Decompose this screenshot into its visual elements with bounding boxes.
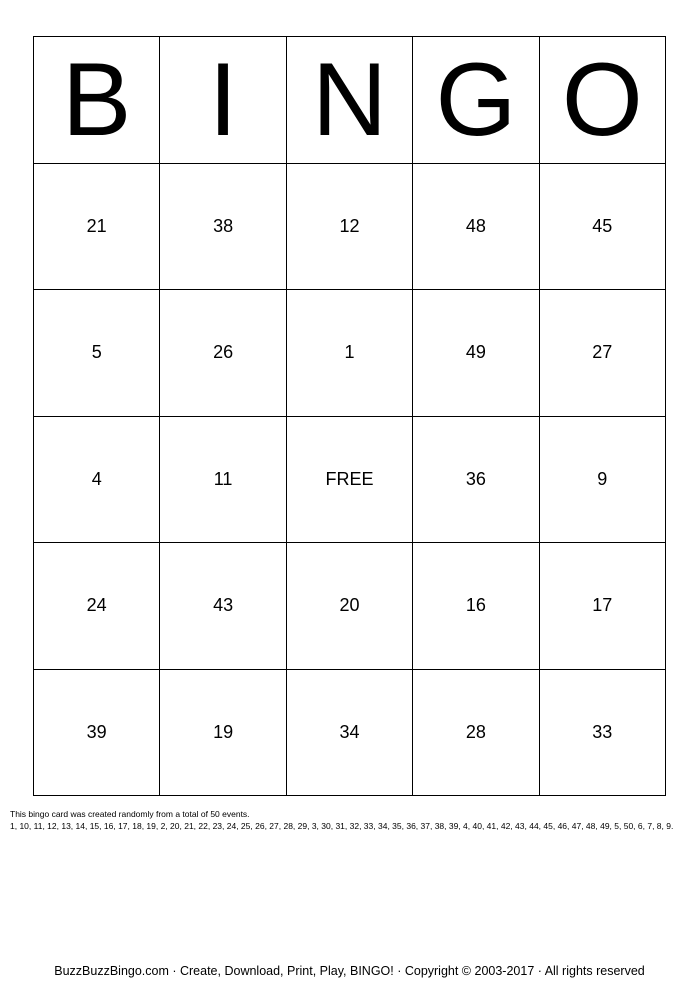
- bingo-cell: 17: [540, 543, 666, 670]
- bingo-cell: 28: [413, 670, 539, 797]
- header-letter-n: N: [287, 37, 413, 164]
- bingo-cell: 33: [540, 670, 666, 797]
- bingo-cell: 39: [34, 670, 160, 797]
- bingo-cell: 24: [34, 543, 160, 670]
- free-space-cell: FREE: [287, 417, 413, 544]
- header-letter-b: B: [34, 37, 160, 164]
- bingo-cell: 19: [160, 670, 286, 797]
- bingo-card: [33, 36, 666, 796]
- bingo-cell: 11: [160, 417, 286, 544]
- bingo-cell: 21: [34, 164, 160, 291]
- bingo-cell: 43: [160, 543, 286, 670]
- bingo-cell: 5: [34, 290, 160, 417]
- page-footer: BuzzBuzzBingo.com · Create, Download, Print, Play, BINGO! · Copyright © 2003-2017 · All rights reserved: [54, 964, 645, 978]
- bingo-cell: 49: [413, 290, 539, 417]
- bingo-cell: 1: [287, 290, 413, 417]
- bingo-cell: 36: [413, 417, 539, 544]
- bingo-cell: 4: [34, 417, 160, 544]
- bingo-cell: 9: [540, 417, 666, 544]
- card-note: [10, 808, 690, 832]
- header-letter-i: I: [160, 37, 286, 164]
- bingo-cell: 45: [540, 164, 666, 291]
- bingo-cell: 26: [160, 290, 286, 417]
- note-event-list: 1, 10, 11, 12, 13, 14, 15, 16, 17, 18, 19, 2, 20, 21, 22, 23, 24, 25, 26, 27, 28, 29, 3, 30, 31, 32, 33, 34, 35, 36, 37, 38, 39, 4, 40, 41, 42, 43, 44, 45, 46, 47, 48, 49, 5, 50, 6, 7, 8, 9.: [10, 821, 674, 831]
- bingo-cell: 12: [287, 164, 413, 291]
- bingo-cell: 38: [160, 164, 286, 291]
- bingo-cell: 34: [287, 670, 413, 797]
- bingo-cell: 20: [287, 543, 413, 670]
- bingo-cell: 16: [413, 543, 539, 670]
- header-letter-o: O: [540, 37, 666, 164]
- note-summary: This bingo card was created randomly from a total of 50 events.: [10, 809, 250, 819]
- bingo-cell: 48: [413, 164, 539, 291]
- bingo-cell: 27: [540, 290, 666, 417]
- header-letter-g: G: [413, 37, 539, 164]
